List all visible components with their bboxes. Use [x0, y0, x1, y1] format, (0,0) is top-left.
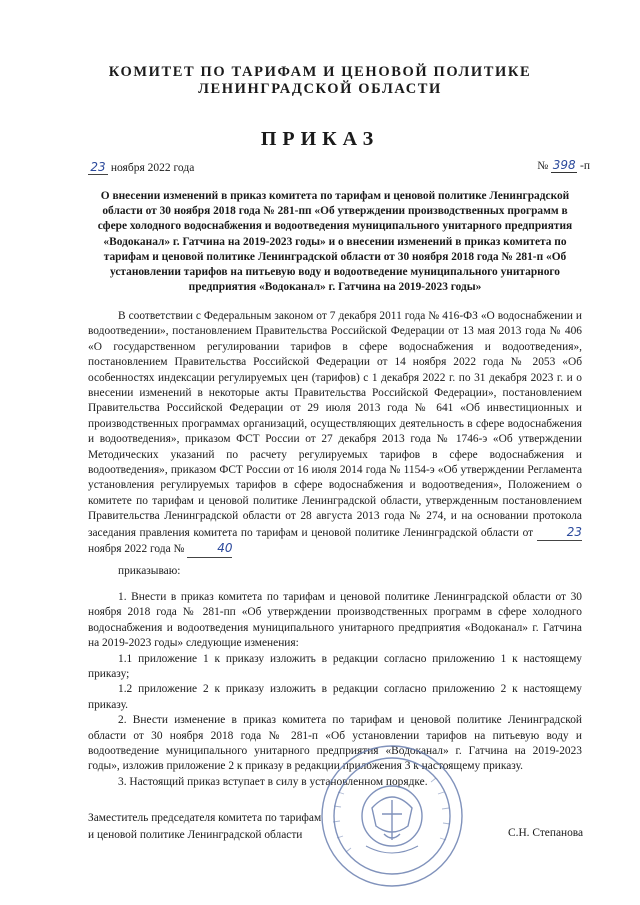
- preamble-text: В соответствии с Федеральным законом от 7 декабря 2011 года № 416-ФЗ «О водоснабжении и водоотведении», постановлением Правительства Российской Федерации от 13 мая 2013 года № 406 «О государственном регулировании тарифов в сфере водоснабжения и водоотведения», постановлением Правительства Российской Федерации от 14 ноября 2022 года № 2053 «Об особенностях индексации регулируемых цен (тарифов) с 1 декабря 2022 г. по 31 декабря 2023 г. и о внесении изменений в некоторые акты Правительства Российской Федерации», постановлением Правительства Российской Федерации от 29 июля 2013 года № 641 «Об инвестиционных и производственных программах организаций, осуществляющих деятельность в сфере водоснабжения и водоотведения», приказом ФСТ России от 27 декабря 2013 года № 1746-э «Об утверждении Методических указаний по расчету регулируемых тарифов в сфере водоснабжения и водоотведения», приказом ФСТ России от 16 июля 2014 года № 1154-э «Об утверждении Регламента установления регулируемых тарифов в сфере водоснабжения и водоотведения», Положением о комитете по тарифам и ценовой политике Ленинградской области, утвержденным постановлением Правительства Ленинградской области от 28 августа 2013 года № 274, и на основании протокола заседания правления комитета по тарифам и ценовой политике Ленинградской области от: [88, 310, 582, 539]
- order-word: приказываю:: [118, 565, 181, 577]
- order-item-3: 3. Настоящий приказ вступает в силу в установленном порядке.: [118, 775, 428, 788]
- order-number: [537, 158, 590, 173]
- order-item-2: 2. Внести изменение в приказ комитета по тарифам и ценовой политике Ленинградской области от 30 ноября 2018 года № 281-п «Об установлении тарифов на питьевую воду и водоотведение муниципального унитарного предприятия «Водоканал» г. Гатчина на 2019-2023 годы», изложив приложение 2 к приказу в редакции приложения 3 к настоящему приказу.: [88, 714, 582, 773]
- signatory-name: С.Н. Степанова: [508, 827, 584, 839]
- protocol-date-text: ноября 2022 года №: [88, 543, 185, 556]
- committee-header: [60, 64, 580, 98]
- order-item-1-1: 1.1 приложение 1 к приказу изложить в редакции согласно приложению 1 к настоящему приказу;: [88, 652, 582, 681]
- number-suffix: -п: [580, 160, 590, 172]
- order-subject: О внесении изменений в приказ комитета по тарифам и ценовой политике Ленинградской области от 30 ноября 2018 года № 281-пп «Об утверждении производственных программ в сфере холодного водоснабжения и водоотведения муниципального унитарного предприятия «Водоканал» г. Гатчина на 2019-2023 годы» и о внесении изменений в приказ комитета по тарифам и ценовой политике Ленинградской области от 30 ноября 2018 года № 281-п «Об установлении тарифов на питьевую воду и водоотведение муниципального унитарного предприятия «Водоканал» г. Гатчина на 2019-2023 годы»: [97, 190, 573, 294]
- order-date: [88, 160, 194, 175]
- protocol-number-handwritten: 40: [187, 541, 232, 557]
- number-handwritten: 398: [552, 158, 576, 172]
- signatory-position-line2: и ценовой политике Ленинградской области: [88, 829, 303, 841]
- official-seal: [318, 742, 466, 890]
- order-item-1-2: 1.2 приложение 2 к приказу изложить в редакции согласно приложению 2 к настоящему приказу.: [88, 683, 582, 711]
- date-month-year: ноября 2022 года: [110, 162, 195, 174]
- preamble-paragraph: [88, 309, 582, 558]
- document-type-title: ПРИКАЗ: [260, 128, 380, 150]
- signatory-position: [88, 810, 321, 844]
- protocol-day-handwritten: 23: [537, 525, 582, 541]
- order-item-1: 1. Внести в приказ комитета по тарифам и ценовой политике Ленинградской области от 30 ноября 2018 года № 281-пп «Об утверждении производственных программ в сфере холодного водоснабжения и водоотведения муниципального унитарного предприятия «Водоканал» г. Гатчина на 2019-2023 годы» следующие изменения:: [88, 591, 582, 650]
- signatory-position-line1: Заместитель председателя комитета по тарифам: [88, 812, 322, 824]
- date-day-handwritten: 23: [88, 160, 108, 175]
- committee-name-line2: ЛЕНИНГРАДСКОЙ ОБЛАСТИ: [198, 81, 442, 97]
- committee-name-line1: КОМИТЕТ ПО ТАРИФАМ И ЦЕНОВОЙ ПОЛИТИКЕ: [108, 64, 532, 80]
- number-sign: №: [537, 160, 549, 172]
